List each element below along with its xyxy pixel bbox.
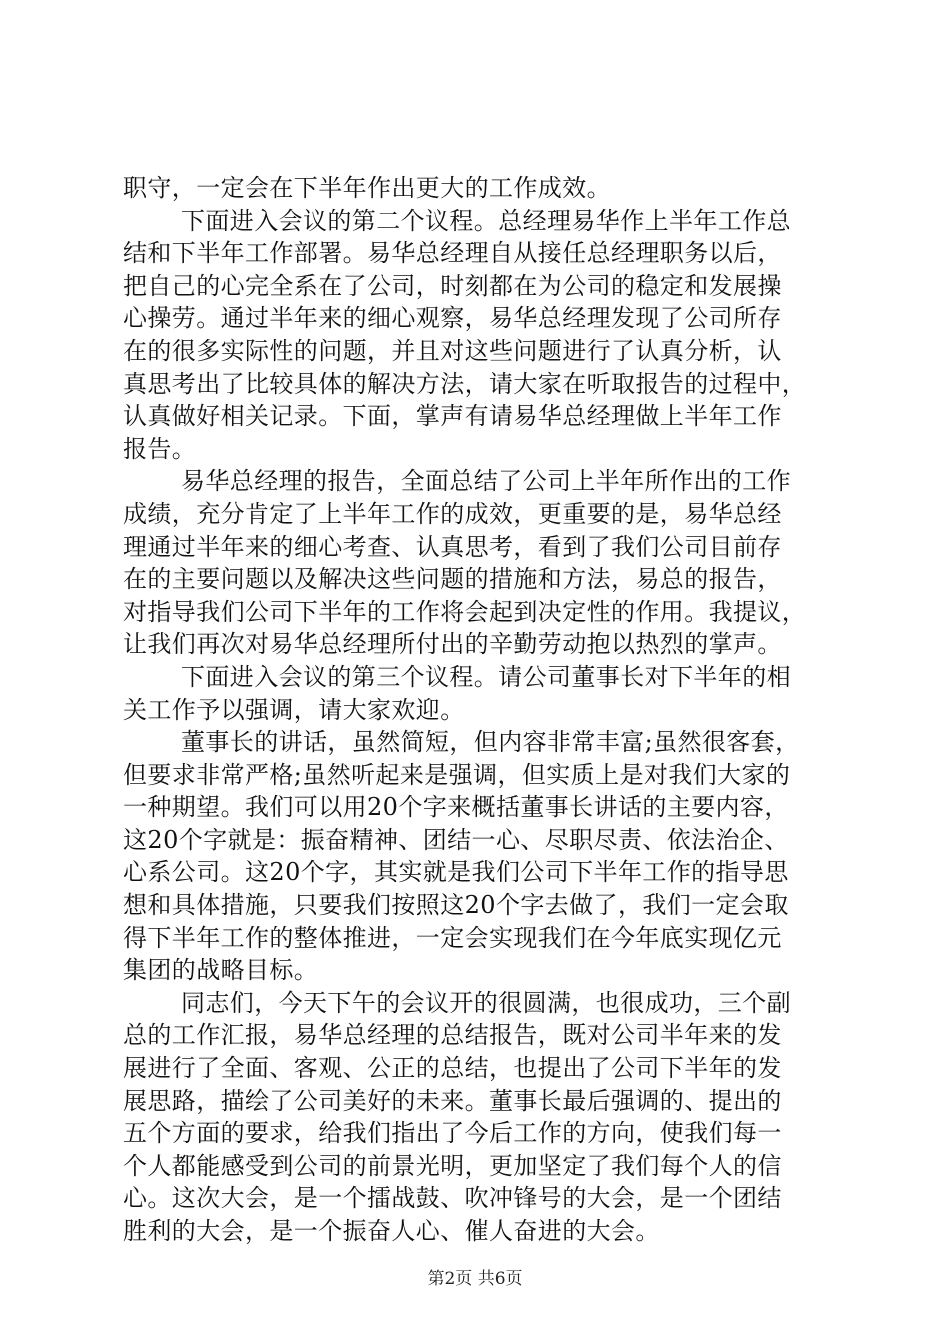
text-line: 报告。 — [123, 434, 197, 463]
text-line: 想和具体措施，只要我们按照这20个字去做了，我们一定会取 — [123, 891, 789, 920]
text-line: 展思路，描绘了公司美好的未来。董事长最后强调的、提出的 — [123, 1086, 782, 1115]
paragraph-first-line: 董事长的讲话，虽然简短，但内容非常丰富;虽然很客套， — [181, 728, 800, 757]
paragraph-first-line: 下面进入会议的第二个议程。总经理易华作上半年工作总 — [181, 206, 791, 235]
text-line: 真思考出了比较具体的解决方法，请大家在听取报告的过程中， — [123, 369, 807, 398]
document-body — [123, 172, 843, 1248]
text-line: 心。这次大会，是一个擂战鼓、吹冲锋号的大会，是一个团结 — [123, 1184, 782, 1213]
text-line: 胜利的大会，是一个振奋人心、催人奋进的大会。 — [123, 1217, 660, 1245]
text-line: 把自己的心完全系在了公司，时刻都在为公司的稳定和发展操 — [123, 271, 782, 300]
text-line: 这20个字就是：振奋精神、团结一心、尽职尽责、依法治企、 — [123, 825, 789, 854]
text-line: 认真做好相关记录。下面，掌声有请易华总经理做上半年工作 — [123, 402, 782, 431]
text-line: 个人都能感受到公司的前景光明，更加坚定了我们每个人的信 — [123, 1151, 782, 1180]
text-line: 职守，一定会在下半年作出更大的工作成效。 — [123, 174, 611, 202]
text-line: 对指导我们公司下半年的工作将会起到决定性的作用。我提议， — [123, 597, 807, 626]
text-line: 关工作予以强调，请大家欢迎。 — [123, 695, 465, 724]
text-line: 让我们再次对易华总经理所付出的辛勤劳动抱以热烈的掌声。 — [123, 630, 782, 659]
text-line: 在的很多实际性的问题，并且对这些问题进行了认真分析，认 — [123, 336, 782, 365]
paragraph-first-line: 易华总经理的报告，全面总结了公司上半年所作出的工作 — [181, 467, 791, 496]
page-footer: 第2页 共6页 — [427, 1269, 523, 1289]
text-line: 一种期望。我们可以用20个字来概括董事长讲话的主要内容， — [123, 793, 789, 822]
text-line: 但要求非常严格;虽然听起来是强调，但实质上是对我们大家的 — [123, 760, 791, 789]
text-line: 集团的战略目标。 — [123, 956, 319, 985]
text-line: 得下半年工作的整体推进，一定会实现我们在今年底实现亿元 — [123, 923, 782, 952]
paragraph-first-line: 下面进入会议的第三个议程。请公司董事长对下半年的相 — [181, 662, 791, 691]
text-line: 成绩，充分肯定了上半年工作的成效，更重要的是，易华总经 — [123, 499, 782, 528]
text-line: 心操劳。通过半年来的细心观察，易华总经理发现了公司所存 — [123, 304, 782, 333]
text-line: 在的主要问题以及解决这些问题的措施和方法，易总的报告， — [123, 565, 782, 594]
text-line: 心系公司。这20个字，其实就是我们公司下半年工作的指导思 — [123, 858, 789, 887]
text-line: 五个方面的要求，给我们指出了今后工作的方向，使我们每一 — [123, 1119, 782, 1148]
text-line: 展进行了全面、客观、公正的总结，也提出了公司下半年的发 — [123, 1054, 782, 1083]
paragraph-first-line: 同志们，今天下午的会议开的很圆满，也很成功，三个副 — [181, 988, 791, 1017]
text-line: 结和下半年工作部署。易华总经理自从接任总经理职务以后， — [123, 239, 782, 268]
text-line: 理通过半年来的细心考查、认真思考，看到了我们公司目前存 — [123, 532, 782, 561]
text-line: 总的工作汇报，易华总经理的总结报告，既对公司半年来的发 — [123, 1021, 782, 1050]
